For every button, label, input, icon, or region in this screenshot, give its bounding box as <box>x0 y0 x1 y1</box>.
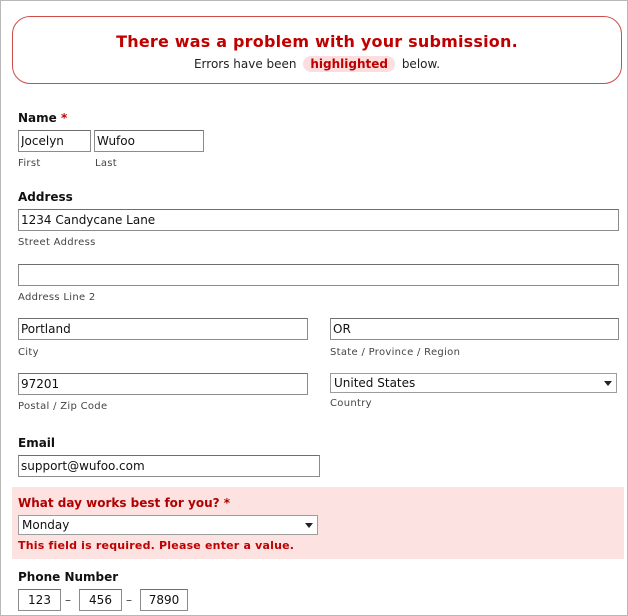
name-label-text: Name <box>18 111 57 125</box>
phone-area-code-input[interactable] <box>18 589 61 611</box>
phone-label: Phone Number <box>18 570 119 584</box>
error-banner-text-after: below. <box>401 57 441 71</box>
address-line2-sublabel: Address Line 2 <box>18 292 96 303</box>
country-sublabel: Country <box>330 398 372 409</box>
email-label: Email <box>18 436 56 450</box>
address-line2-input[interactable] <box>18 264 619 286</box>
name-label <box>18 111 67 125</box>
state-input[interactable] <box>330 318 619 340</box>
street-address-sublabel: Street Address <box>18 237 96 248</box>
country-select[interactable] <box>330 373 617 393</box>
chevron-down-icon <box>305 523 313 528</box>
phone-prefix-input[interactable] <box>79 589 122 611</box>
day-question-required-mark: * <box>223 496 231 510</box>
name-required-mark: * <box>60 111 68 125</box>
email-input[interactable] <box>18 455 320 477</box>
street-address-input[interactable] <box>18 209 619 231</box>
country-selected-value: United States <box>334 376 416 390</box>
first-name-sublabel: First <box>18 158 41 169</box>
last-name-input[interactable] <box>94 130 204 152</box>
chevron-down-icon <box>604 381 612 386</box>
day-question-label <box>18 496 230 510</box>
zip-code-sublabel: Postal / Zip Code <box>18 401 108 412</box>
phone-line-number-input[interactable] <box>140 589 188 611</box>
city-input[interactable] <box>18 318 308 340</box>
highlighted-badge: highlighted <box>303 56 395 72</box>
day-question-error-message: This field is required. Please enter a value. <box>18 539 295 552</box>
error-banner-subtitle <box>13 56 621 72</box>
address-label: Address <box>18 190 73 204</box>
phone-separator-2: – <box>126 593 132 607</box>
day-question-label-text: What day works best for you? <box>18 496 220 510</box>
state-sublabel: State / Province / Region <box>330 347 461 358</box>
day-select[interactable] <box>18 515 318 535</box>
zip-code-input[interactable] <box>18 373 308 395</box>
city-sublabel: City <box>18 347 39 358</box>
day-selected-value: Monday <box>22 518 70 532</box>
phone-separator-1: – <box>65 593 71 607</box>
last-name-sublabel: Last <box>95 158 118 169</box>
error-banner-text-before: Errors have been <box>193 57 297 71</box>
error-banner <box>12 16 622 84</box>
first-name-input[interactable] <box>18 130 91 152</box>
error-banner-title: There was a problem with your submission. <box>116 32 518 51</box>
day-question-error-field <box>12 487 624 559</box>
